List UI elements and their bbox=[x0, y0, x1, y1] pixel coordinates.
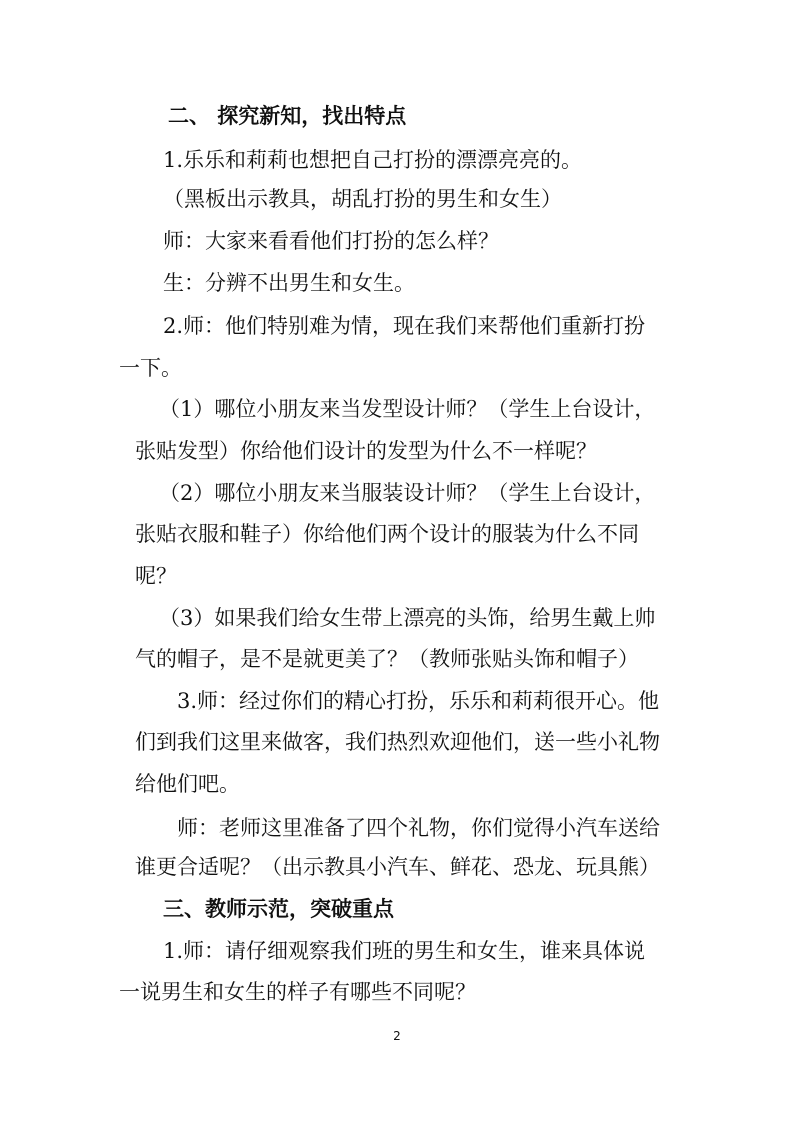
paragraph-line: （黑板出示教具，胡乱打扮的男生和女生） bbox=[163, 187, 562, 211]
paragraph-line: （3）如果我们给女生带上漂亮的头饰，给男生戴上帅 bbox=[159, 606, 656, 630]
paragraph-line: 一下。 bbox=[119, 356, 182, 380]
paragraph-line: 师：老师这里准备了四个礼物，你们觉得小汽车送给 bbox=[177, 816, 660, 840]
paragraph-line: 师：大家来看看他们打扮的怎么样？ bbox=[163, 229, 499, 253]
paragraph-line: 呢？ bbox=[135, 564, 177, 588]
paragraph-line: 给他们吧。 bbox=[135, 772, 240, 796]
paragraph-line: 1.乐乐和莉莉也想把自己打扮的漂漂亮亮的。 bbox=[163, 148, 583, 172]
paragraph-line: 3.师：经过你们的精心打扮，乐乐和莉莉很开心。他 bbox=[177, 689, 660, 713]
paragraph-line: （1）哪位小朋友来当发型设计师？（学生上台设计， bbox=[159, 397, 656, 421]
paragraph-line: 生：分辨不出男生和女生。 bbox=[163, 271, 415, 295]
paragraph-line: 们到我们这里来做客，我们热烈欢迎他们，送一些小礼物 bbox=[135, 730, 660, 754]
paragraph-line: 张贴衣服和鞋子）你给他们两个设计的服装为什么不同 bbox=[135, 522, 639, 546]
paragraph-line: 张贴发型）你给他们设计的发型为什么不一样呢？ bbox=[135, 439, 597, 463]
section-heading: 二、 探究新知，找出特点 bbox=[168, 103, 407, 128]
paragraph-line: 一说男生和女生的样子有哪些不同呢？ bbox=[119, 980, 476, 1004]
page-number: 2 bbox=[393, 1029, 401, 1043]
paragraph-line: 2.师：他们特别难为情，现在我们来帮他们重新打扮 bbox=[163, 314, 646, 338]
paragraph-line: 气的帽子，是不是就更美了？（教师张贴头饰和帽子） bbox=[135, 647, 639, 671]
paragraph-line: （2）哪位小朋友来当服装设计师？（学生上台设计， bbox=[159, 481, 656, 505]
section-heading: 三、教师示范，突破重点 bbox=[163, 896, 394, 921]
paragraph-line: 1.师：请仔细观察我们班的男生和女生，谁来具体说 bbox=[163, 939, 646, 963]
paragraph-line: 谁更合适呢？（出示教具小汽车、鲜花、恐龙、玩具熊） bbox=[135, 855, 660, 879]
